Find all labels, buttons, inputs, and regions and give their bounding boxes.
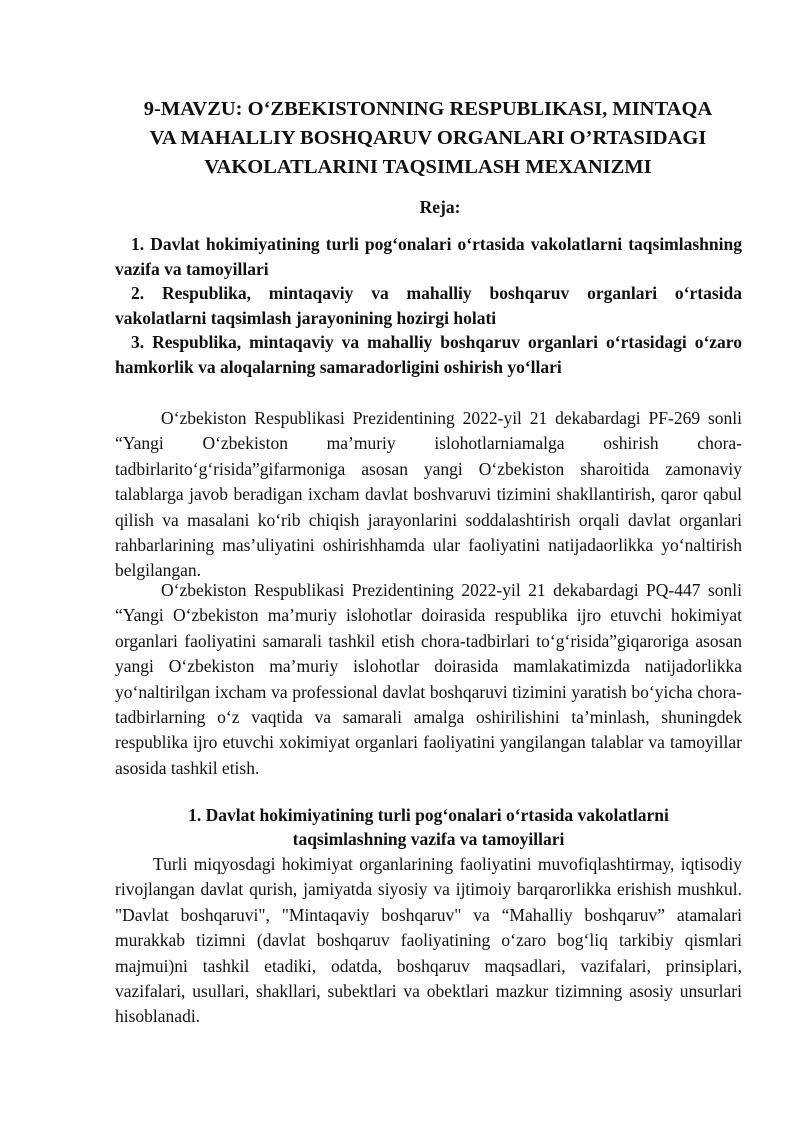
title-line-3: VAKOLATLARINI TAQSIMLASH MEXANIZMI (204, 156, 652, 178)
body-paragraph-2 (115, 578, 742, 781)
body-paragraph-1 (115, 406, 742, 584)
title-line-2: VA MAHALLIY BOSHQARUV ORGANLARI O’RTASIDAGI (149, 127, 707, 149)
paragraph-1-text: O‘zbekiston Respublikasi Prezidentining 2022-yil 21 dekabardagi PF-269 sonli “Yangi O‘zbekiston ma’muriy islohotlarniamalga oshirish chora-tadbirlarito‘g‘risida”gifarmoniga asosan yangi O‘zbekiston sharoitida zamonaviy talablarga javob beradigan ixcham davlat boshvaruvi tizimini shakllantirish, qaror qabul qilish va masalani ko‘rib chiqish jarayonlarini soddalashtirish orqali davlat organlari rahbarlarining mas’uliyatini oshirishhamda ular faoliyatini natijadaorlikka yo‘naltirish belgilangan. (115, 408, 742, 581)
plan-list (115, 232, 742, 380)
paragraph-3-text: Turli miqyosdagi hokimiyat organlarining faoliyatini muvofiqlashtirmay, iqtisodiy rivojlangan davlat qurish, jamiyatda siyosiy va ijtimoiy barqarorlikka erishish mushkul. "Davlat boshqaruvi", "Mintaqaviy boshqaruv" va “Mahalliy boshqaruv” atamalari murakkab tizimni (davlat boshqaruv faoliyatining o‘zaro bog‘liq tarkibiy qismlari majmui)ni tashkil etadiki, odatda, boshqaruv maqsadlari, vazifalari, prinsiplari, vazifalari, usullari, shakllari, subektlari va obektlari mazkur tizimning asosiy unsurlari hisoblanadi. (115, 854, 742, 1027)
plan-item-2: 2. Respublika, mintaqaviy va mahalliy boshqaruv organlari o‘rtasida vakolatlarni taqsimlash jarayonining hozirgi holati (115, 283, 742, 328)
plan-item-1: 1. Davlat hokimiyatining turli pog‘onalari o‘rtasida vakolatlarni taqsimlashning vazifa va tamoyillari (115, 234, 742, 279)
document-title (100, 95, 756, 182)
plan-item-3: 3. Respublika, mintaqaviy va mahalliy boshqaruv organlari o‘rtasidagi o‘zaro hamkorlik va aloqalarning samaradorligini oshirish yo‘llari (115, 332, 742, 377)
body-paragraph-3 (115, 852, 742, 1030)
section-heading-line-1: 1. Davlat hokimiyatining turli pog‘onalari o‘rtasida vakolatlarni (188, 805, 669, 825)
section-heading-line-2: taqsimlashning vazifa va tamoyillari (292, 829, 565, 849)
title-line-1: 9-MAVZU: O‘ZBEKISTONNING RESPUBLIKASI, MINTAQA (143, 98, 713, 120)
section-heading (115, 803, 742, 851)
plan-heading: Reja: (419, 197, 461, 217)
paragraph-2-text: O‘zbekiston Respublikasi Prezidentining 2022-yil 21 dekabardagi PQ-447 sonli “Yangi O‘zbekiston ma’muriy islohotlar doirasida respublika ijro etuvchi hokimiyat organlari faoliyatini samarali tashkil etish chora-tadbirlari to‘g‘risida”giqaroriga asosan yangi O‘zbekiston ma’muriy islohotlar doirasida mamlakatimizda natijadorlikka yo‘naltirilgan ixcham va professional davlat boshqaruvi tizimini yaratish bo‘yicha chora-tadbirlarning o‘z vaqtida va samarali amalga oshirilishini ta’minlash, shuningdek respublika ijro etuvchi xokimiyat organlari faoliyatini yangilangan talablar va tamoyillar asosida tashkil etish. (115, 580, 742, 778)
